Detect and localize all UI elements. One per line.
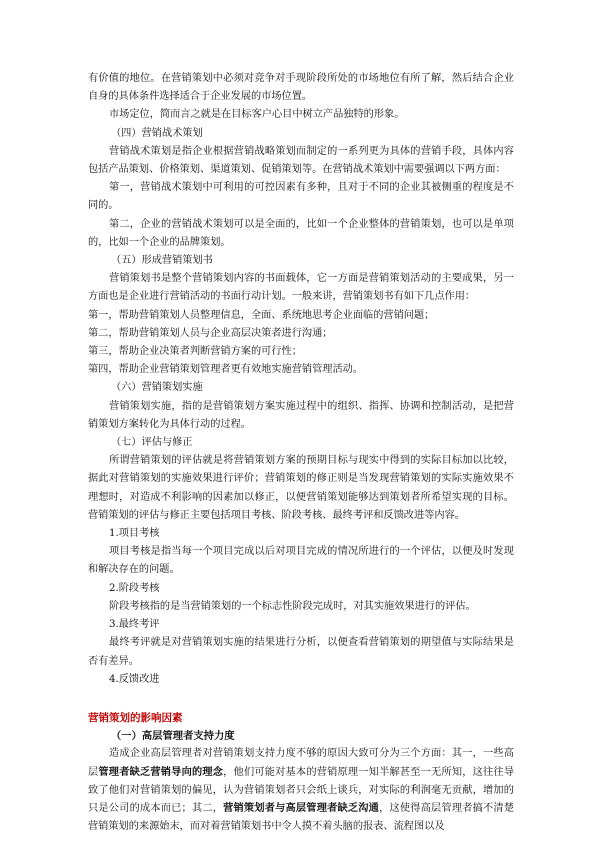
section-subtitle: （一）高层管理者支持力度 — [111, 730, 235, 743]
list-item: 第三，帮助企业决策者判断营销方案的可行性； — [88, 346, 302, 358]
paragraph: 第二，企业的营销战术策划可以是全面的，比如一个企业整体的营销策划，也可以是单项的，比如一个企业的品牌策划。 — [88, 218, 514, 248]
paragraph: 市场定位，简而言之就是在目标客户心目中树立产品独特的形象。 — [109, 109, 405, 121]
text-run: ，这使得高层管理者搞不清楚营销策划的来源始末，而对着营销策划书中令人摸不着头脑的报表、流程图以及 — [88, 802, 515, 833]
heading-plan-document: （五）形成营销策划书 — [111, 255, 213, 267]
list-item: 第四，帮助企业营销策划管理者更有效地实施营销管理活动。 — [88, 364, 364, 376]
numbered-heading: 4.反馈改进 — [109, 673, 160, 685]
paragraph: 阶段考核指的是当营销策划的一个标志性阶段完成时，对其实施效果进行的评估。 — [109, 600, 476, 612]
text-run: ，他们可能对基本的营销原理一知半解甚至一无所知，这往往导致了他们对营销策划的偏见，认为营销策划者只会纸上谈兵，对实际的利润毫无贡献，增加的只是公司的成本而已；其二， — [88, 766, 515, 814]
paragraph: 最终考评就是对营销策划实施的结果进行分析，以便查看营销策划的期望值与实际结果是否有差异。 — [88, 637, 514, 667]
heading-evaluation: （七）评估与修正 — [111, 437, 193, 449]
paragraph: 项目考核是指当每一个项目完成以后对项目完成的情况所进行的一个评估，以便及时发现和解决存在的问题。 — [88, 546, 514, 576]
text-run: 造成企业高层管理者对营销策划支持力度不够的原因大致可分为三个方面：其一，一些高层 — [88, 748, 514, 778]
section-title: 营销策划的影响因素 — [88, 711, 183, 724]
heading-marketing-tactics: （四）营销战术策划 — [111, 127, 203, 139]
paragraph — [88, 745, 514, 836]
heading-implementation: （六）营销策划实施 — [111, 382, 203, 394]
document-page — [88, 70, 514, 836]
paragraph: 有价值的地位。在营销策划中必须对竞争对手现阶段所处的市场地位有所了解，然后结合企业自身的具体条件选择适合于企业发展的市场位置。 — [88, 73, 514, 103]
bold-phrase: 管理者缺乏营销导向的理念 — [98, 766, 224, 778]
paragraph: 营销策划实施，指的是营销策划方案实施过程中的组织、指挥、协调和控制活动，是把营销策划方案转化为具体行动的过程。 — [88, 400, 514, 430]
numbered-heading: 3.最终考评 — [109, 619, 160, 631]
paragraph: 营销战术策划是指企业根据营销战略策划而制定的一系列更为具体的营销手段，具体内容包括产品策划、价格策划、渠道策划、促销策划等。在营销战术策划中需要强调以下两方面： — [88, 145, 514, 176]
paragraph: 营销策划书是整个营销策划内容的书面载体，它一方面是营销策划活动的主要成果，另一方面也是企业进行营销活动的书面行动计划。一般来讲，营销策划书有如下几点作用： — [88, 273, 514, 303]
list-item: 第二，帮助营销策划人员与企业高层决策者进行沟通； — [88, 327, 333, 339]
bold-phrase: 营销策划者与高层管理者缺乏沟通 — [223, 802, 380, 814]
paragraph: 所谓营销策划的评估就是将营销策划方案的预期目标与现实中得到的实际目标加以比较，据此对营销策划的实施效果进行评价；营销策划的修正则是当发现营销策划的实际实施效果不理想时，对造成不利影响的因素加以修正，以便营销策划能够达到策划者所希望实现的目标。营销策划的评估与修正主要包括项目考核、阶段考核、最终考评和反馈改进等内容。 — [88, 455, 514, 521]
paragraph: 第一，营销战术策划中可利用的可控因素有多种，且对于不同的企业其被侧重的程度是不同的。 — [88, 182, 514, 212]
numbered-heading: 2.阶段考核 — [109, 582, 160, 594]
list-item: 第一，帮助营销策划人员整理信息，全面、系统地思考企业面临的营销问题； — [88, 309, 435, 321]
numbered-heading: 1.项目考核 — [109, 528, 160, 540]
